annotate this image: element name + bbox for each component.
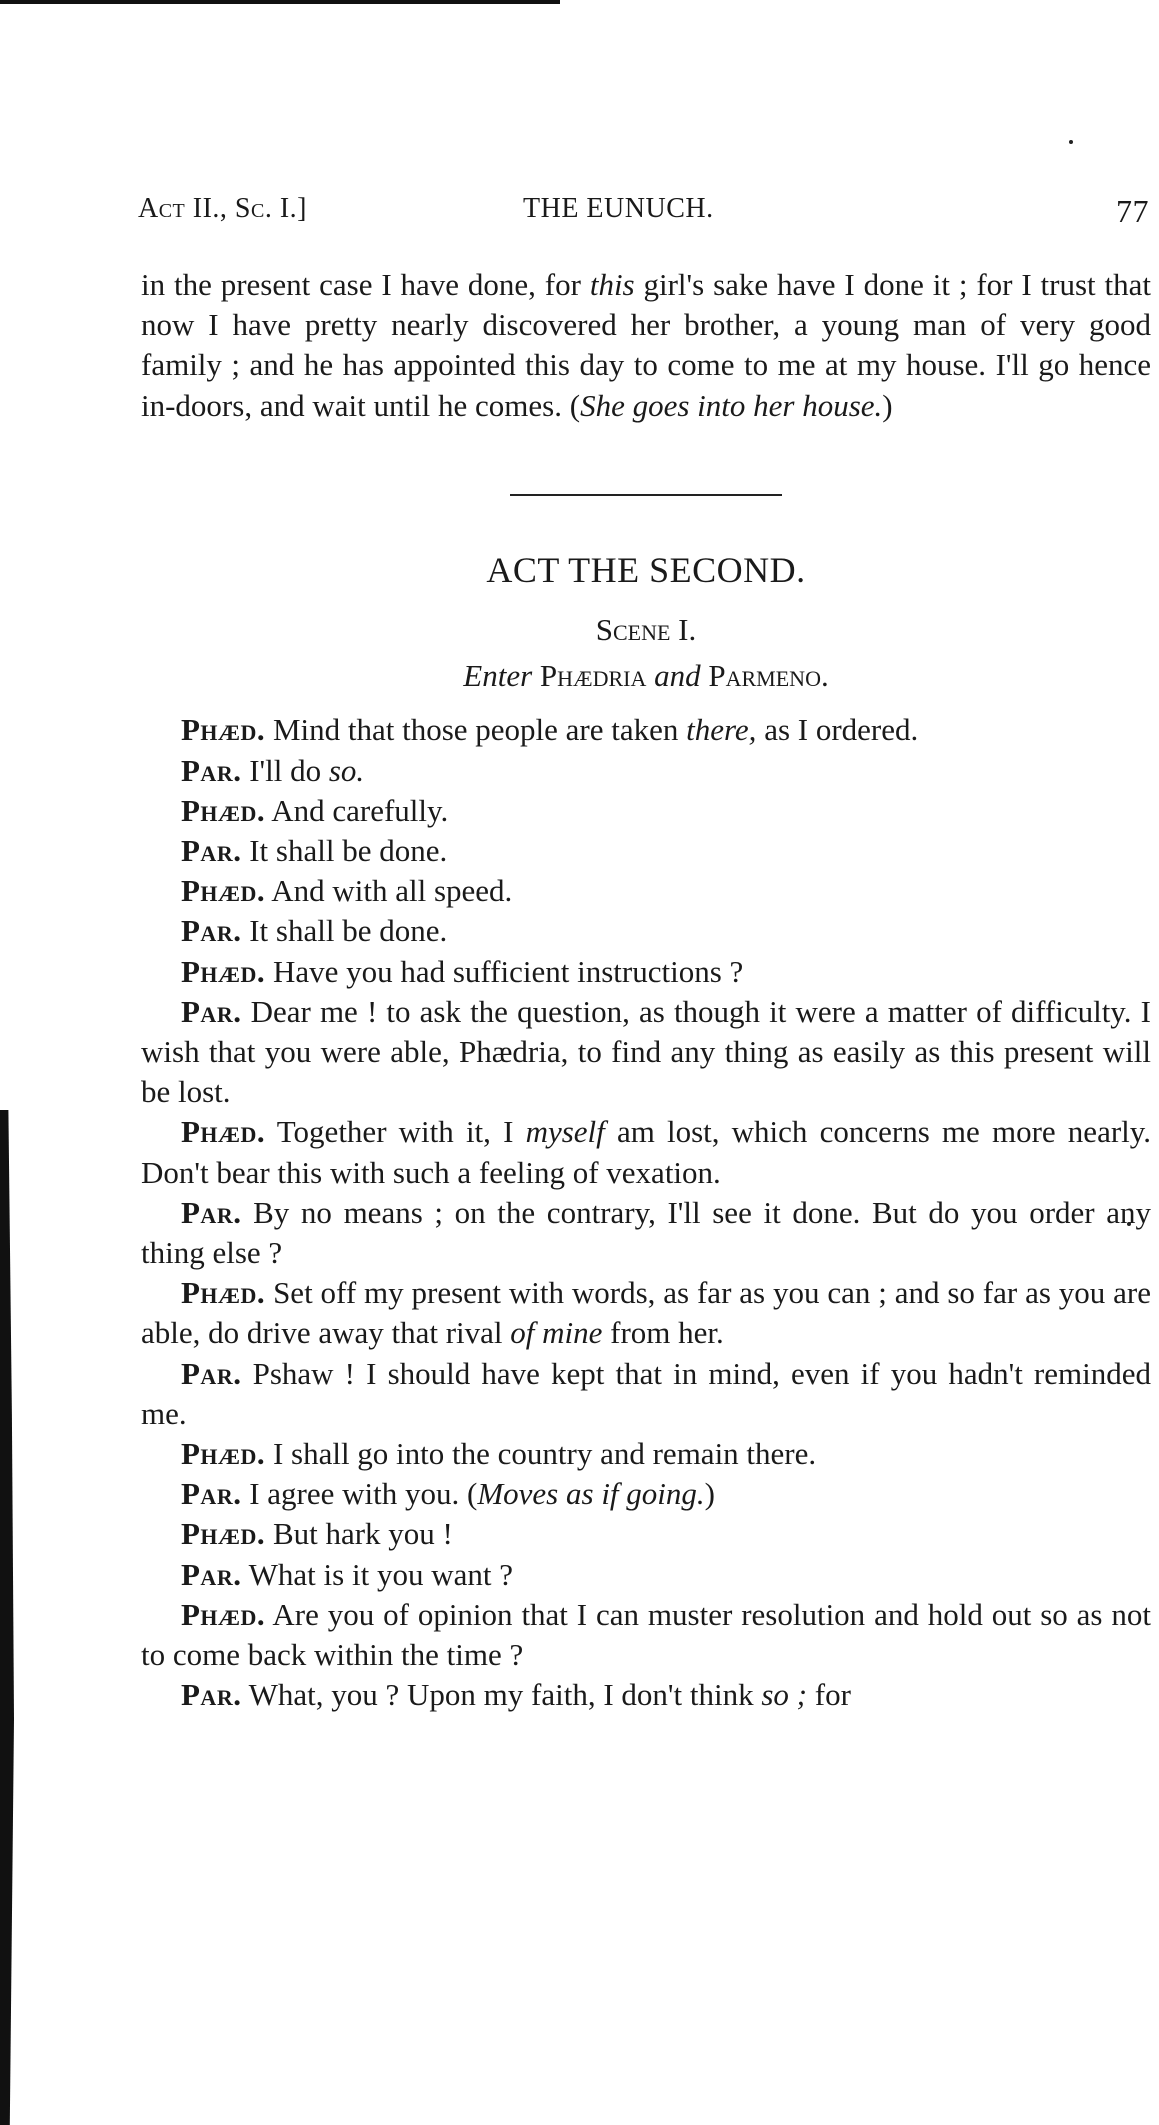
dialogue-line: Phæd. Have you had sufficient instructions ? bbox=[181, 953, 744, 989]
speaker-name: Par. bbox=[181, 913, 242, 949]
speaker-name: Par. bbox=[181, 833, 242, 869]
speaker-name: Phæd. bbox=[181, 953, 266, 989]
page-number: 77 bbox=[1116, 193, 1149, 229]
scan-binding-shadow bbox=[0, 1110, 14, 2125]
stage-direction-enter: Enter Phædria and Parmeno. bbox=[463, 658, 829, 694]
dialogue-line: Par. It shall be done. bbox=[181, 833, 448, 869]
ink-speck bbox=[1069, 140, 1073, 144]
speaker-name: Phæd. bbox=[181, 1114, 266, 1150]
dialogue-line: Par. What, you ? Upon my faith, I don't think so ; for bbox=[181, 1677, 851, 1713]
dialogue-line: Phæd. Set off my present with words, as far as you can ; and so far as you are able, do drive away that rival of mine from her. bbox=[141, 1275, 1151, 1351]
header-act-scene: Act II., Sc. I.] bbox=[138, 193, 307, 224]
page-body bbox=[141, 265, 1151, 1716]
speaker-name: Par. bbox=[181, 1194, 242, 1230]
speaker-name: Par. bbox=[181, 1355, 242, 1391]
page-top-edge-line bbox=[0, 0, 560, 4]
dialogue-line: Par. It shall be done. bbox=[181, 913, 448, 949]
act-heading: ACT THE SECOND. bbox=[486, 549, 806, 590]
speaker-name: Phæd. bbox=[181, 1436, 266, 1472]
dialogue-line: Phæd. Mind that those people are taken there, as I ordered. bbox=[181, 712, 919, 748]
opening-paragraph: in the present case I have done, for this girl's sake have I done it ; for I trust that now I have pretty nearly discovered her brother, a young man of very good family ; and he has appointed this day to come to me at my house. I'll go hence in-doors, and wait until he comes. (She goes into her house.) bbox=[141, 267, 1152, 423]
scene-heading: Scene I. bbox=[595, 612, 697, 648]
dialogue-line: Par. What is it you want ? bbox=[181, 1556, 513, 1592]
dialogue-line: Par. I'll do so. bbox=[181, 752, 365, 788]
speaker-name: Par. bbox=[181, 1556, 242, 1592]
header-book-title: THE EUNUCH. bbox=[523, 193, 714, 224]
speaker-name: Par. bbox=[181, 1677, 242, 1713]
dialogue-line: Par. By no means ; on the contrary, I'll see it done. But do you order any thing else ? bbox=[141, 1194, 1151, 1271]
dialogue-line: Par. Pshaw ! I should have kept that in mind, even if you hadn't reminded me. bbox=[141, 1355, 1151, 1431]
speaker-name: Phæd. bbox=[181, 712, 266, 748]
dialogue-line: Phæd. Together with it, I myself am lost, which concerns me more nearly. Don't bear this with such a feeling of vexation. bbox=[141, 1114, 1151, 1190]
section-divider bbox=[510, 494, 782, 496]
dialogue-line: Phæd. I shall go into the country and remain there. bbox=[181, 1436, 817, 1472]
dialogue-line: Phæd. Are you of opinion that I can muster resolution and hold out so as not to come back within the time ? bbox=[141, 1596, 1151, 1673]
speaker-name: Phæd. bbox=[181, 1596, 266, 1632]
dialogue-line: Phæd. And with all speed. bbox=[181, 873, 513, 909]
speaker-name: Par. bbox=[181, 1476, 242, 1512]
speaker-name: Par. bbox=[181, 752, 242, 788]
dialogue-line: Phæd. And carefully. bbox=[181, 792, 449, 828]
dialogue-line: Phæd. But hark you ! bbox=[181, 1516, 453, 1552]
speaker-name: Phæd. bbox=[181, 792, 266, 828]
speaker-name: Phæd. bbox=[181, 873, 266, 909]
speaker-name: Phæd. bbox=[181, 1516, 266, 1552]
speaker-name: Phæd. bbox=[181, 1275, 266, 1311]
speaker-name: Par. bbox=[181, 993, 242, 1029]
dialogue-line: Par. I agree with you. (Moves as if going.) bbox=[181, 1476, 715, 1512]
running-header bbox=[138, 193, 1149, 237]
dialogue-line: Par. Dear me ! to ask the question, as though it were a matter of difficulty. I wish that you were able, Phædria, to find any thing as easily as this present will be lost. bbox=[141, 993, 1151, 1110]
dialogue bbox=[141, 710, 1151, 1715]
